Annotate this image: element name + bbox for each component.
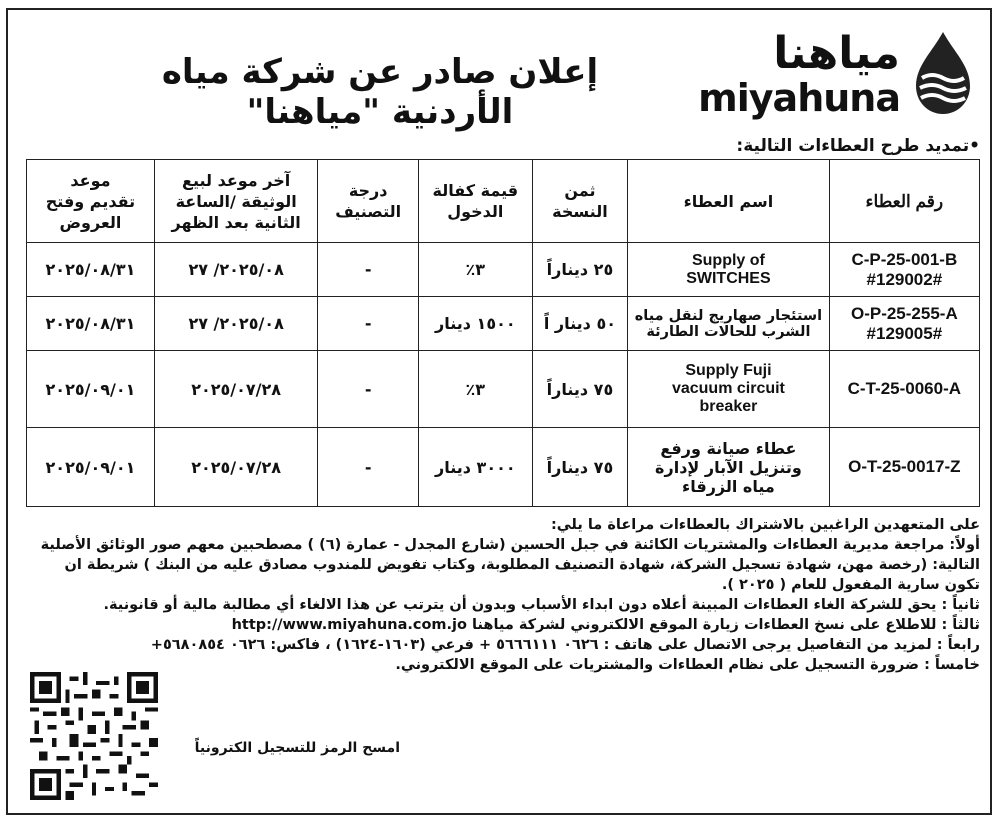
miyahuna-logo [698,28,980,120]
announcement-title: إعلان صادر عن شركة مياه الأردنية "مياهنا" [161,52,599,132]
table-row [27,351,980,428]
note-third-website: ثالثاً : للاطلاع على نسخ العطاءات زيارة الموقع الالكتروني لشركة مياهنا http://www.miyahuna.com.jo [231,617,980,633]
classification: - [318,428,419,507]
tender-name: Supply Fuji vacuum circuit breaker [628,351,830,428]
header-copy-price: ثمن النسخة [532,160,627,243]
header-submission-date: موعد تقديم وفتح العروض [27,160,155,243]
copy-price: ٧٥ ديناراً [532,428,627,507]
tender-number: O-T-25-0017-Z [829,428,979,507]
qr-code-icon [30,672,158,800]
note-fourth-contact: رابعاً : لمزيد من التفاصيل يرجى الاتصال على هاتف : ٠٦٢٦ ٥٦٦٦١١١ + فرعي (١٦٠٣-١٦٢٤) ، فاكس: ٠٦٢٦ ٥٦٨٠٨٥٤+ [150,637,980,653]
tender-extension-heading: •تمديد طرح العطاءات التالية: [736,136,980,156]
classification: - [318,351,419,428]
note-first: أولاً: مراجعة مديرية العطاءات والمشتريات الكائنة في جبل الحسين (شارع المجدل - عمارة (٦) ) مصطحبين معهم صور الوثائق الأصلية [40,537,980,553]
header-bond-value: قيمة كفالة الدخول [418,160,532,243]
sale-deadline: ٢٠٢٥/٠٨/ ٢٧ [154,297,317,351]
classification: - [318,243,419,297]
bond-value: ٣٠٠٠ دينار [418,428,532,507]
tender-number: O-P-25-255-A #129005# [829,297,979,351]
note-second: ثانياً : يحق للشركة الغاء العطاءات المبينة أعلاه دون ابداء الأسباب وبدون أن يترتب عن هذا الالغاء أي مطالبة مالية أو قانونية. [103,597,980,613]
copy-price: ٢٥ ديناراً [532,243,627,297]
tender-notes [30,515,980,675]
tender-number: C-T-25-0060-A [829,351,979,428]
copy-price: ٧٥ ديناراً [532,351,627,428]
header-tender-number: رقم العطاء [829,160,979,243]
tenders-table [26,159,980,507]
notes-intro: على المتعهدين الراغبين بالاشتراك بالعطاءات مراعاة ما يلي: [550,517,980,533]
table-row [27,428,980,507]
submission-date: ٢٠٢٥/٠٨/٣١ [27,297,155,351]
submission-date: ٢٠٢٥/٠٨/٣١ [27,243,155,297]
sale-deadline: ٢٠٢٥/٠٨/ ٢٧ [154,243,317,297]
bond-value: ٣٪ [418,351,532,428]
header-classification: درجة التصنيف [318,160,419,243]
header-sale-deadline: آخر موعد لبيع الوثيقة /الساعة الثانية بعد الظهر [154,160,317,243]
sale-deadline: ٢٠٢٥/٠٧/٢٨ [154,428,317,507]
bond-value: ١٥٠٠ دينار [418,297,532,351]
table-header-row [27,160,980,243]
water-drop-wave-icon [908,30,978,118]
note-first-cont2: تكون سارية المفعول للعام ( ٢٠٢٥ ). [721,577,980,593]
tender-number: C-P-25-001-B #129002# [829,243,979,297]
header-tender-name: اسم العطاء [628,160,830,243]
sale-deadline: ٢٠٢٥/٠٧/٢٨ [154,351,317,428]
tender-name: عطاء صيانة ورفع وتنزيل الآبار لإدارة مياه الزرقاء [628,428,830,507]
bond-value: ٣٪ [418,243,532,297]
tender-name: استئجار صهاريج لنقل مياه الشرب للحالات الطارئة [628,297,830,351]
note-fifth: خامساً : ضرورة التسجيل على نظام العطاءات والمشتريات على الموقع الالكتروني. [395,657,980,673]
qr-caption: امسح الرمز للتسجيل الكترونياً [194,740,400,756]
tender-name: Supply of SWITCHES [628,243,830,297]
table-row [27,243,980,297]
note-first-cont: التالية: (رخصة مهن، شهادة تسجيل الشركة، شهادة التصنيف المطلوبة، وكتاب تفويض للمندوب مصادق عليه من البنك ) شريطة ان [64,557,980,573]
logo-english-text: miyahuna [698,76,900,120]
copy-price: ٥٠ دينار اً [532,297,627,351]
logo-arabic-text: مياهنا [773,28,900,79]
table-row [27,297,980,351]
classification: - [318,297,419,351]
submission-date: ٢٠٢٥/٠٩/٠١ [27,351,155,428]
submission-date: ٢٠٢٥/٠٩/٠١ [27,428,155,507]
